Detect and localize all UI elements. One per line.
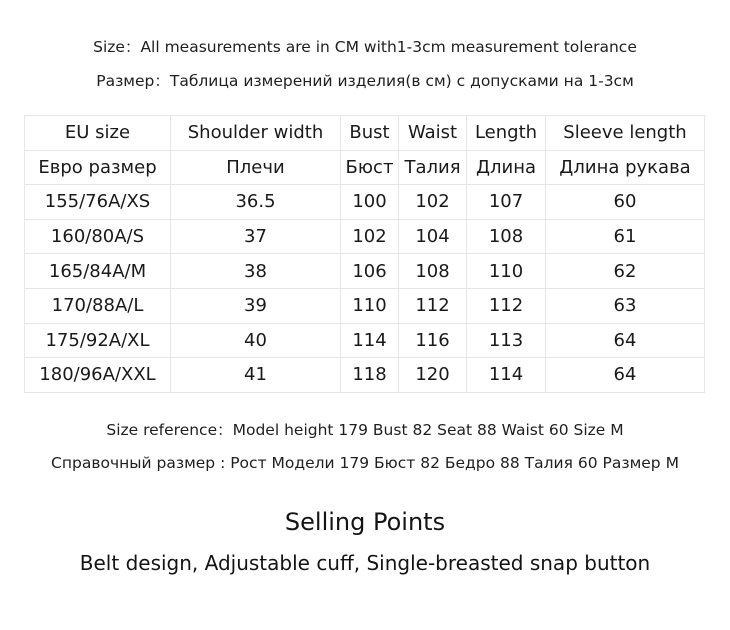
header-cell: Евро размер [25,150,171,185]
table-cell: 62 [546,254,705,289]
header-cell: Waist [399,116,467,151]
table-cell: 61 [546,219,705,254]
table-cell: 100 [341,185,399,220]
table-header-row-en [25,116,705,151]
table-cell: 114 [341,323,399,358]
table-cell: 102 [399,185,467,220]
header-cell: Длина [467,150,546,185]
table-row [25,323,705,358]
table-cell: 60 [546,185,705,220]
table-cell: 39 [171,288,341,323]
header-cell: Bust [341,116,399,151]
table-cell: 40 [171,323,341,358]
header-cell: Length [467,116,546,151]
table-cell: 64 [546,323,705,358]
table-cell: 64 [546,358,705,393]
measurement-note-en: Size：All measurements are in CM with1-3cm measurement tolerance [93,38,637,56]
table-row [25,358,705,393]
table-cell: 113 [467,323,546,358]
table-row [25,288,705,323]
table-cell: 160/80A/S [25,219,171,254]
table-cell: 107 [467,185,546,220]
size-chart-table [24,115,705,393]
header-cell: Shoulder width [171,116,341,151]
header-cell: Талия [399,150,467,185]
table-cell: 110 [341,288,399,323]
table-cell: 108 [467,219,546,254]
table-cell: 104 [399,219,467,254]
table-cell: 165/84A/M [25,254,171,289]
size-reference-en: Size reference：Model height 179 Bust 82 Seat 88 Waist 60 Size M [106,421,624,439]
selling-points-text: Belt design, Adjustable cuff, Single-breasted snap button [79,551,651,575]
size-reference-ru: Справочный размер : Рост Модели 179 Бюст 82 Бедро 88 Талия 60 Размер M [51,454,679,472]
header-cell: Бюст [341,150,399,185]
table-cell: 155/76A/XS [25,185,171,220]
header-cell: Длина рукава [546,150,705,185]
table-cell: 63 [546,288,705,323]
table-cell: 170/88A/L [25,288,171,323]
table-cell: 112 [399,288,467,323]
table-cell: 120 [399,358,467,393]
table-cell: 116 [399,323,467,358]
table-row [25,185,705,220]
table-cell: 180/96A/XXL [25,358,171,393]
table-row [25,219,705,254]
table-cell: 108 [399,254,467,289]
table-cell: 37 [171,219,341,254]
table-cell: 175/92A/XL [25,323,171,358]
table-cell: 110 [467,254,546,289]
table-cell: 102 [341,219,399,254]
table-cell: 112 [467,288,546,323]
table-row [25,254,705,289]
table-cell: 118 [341,358,399,393]
table-header-row-ru [25,150,705,185]
header-cell: Плечи [171,150,341,185]
table-cell: 41 [171,358,341,393]
table-cell: 114 [467,358,546,393]
header-cell: Sleeve length [546,116,705,151]
header-cell: EU size [25,116,171,151]
table-cell: 106 [341,254,399,289]
selling-points-title: Selling Points [284,508,446,536]
table-cell: 38 [171,254,341,289]
table-cell: 36.5 [171,185,341,220]
measurement-note-ru: Размер：Таблица измерений изделия(в см) с допусками на 1-3см [96,72,634,90]
